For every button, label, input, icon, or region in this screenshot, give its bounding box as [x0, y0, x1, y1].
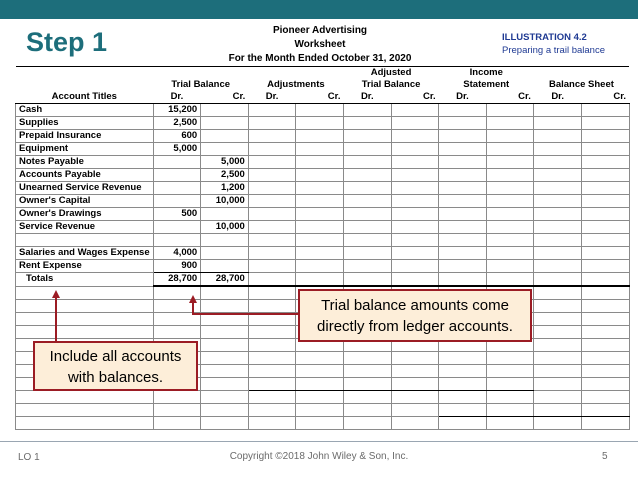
balance-sheet-label: Balance Sheet [548, 79, 614, 90]
dr-header: Dr. [343, 91, 391, 104]
adjustments-label: Adjustments [267, 79, 325, 90]
dr-header: Dr. [248, 91, 296, 104]
cr-header: Cr. [201, 91, 249, 104]
trial-balance-dr-cell: 28,700 [153, 273, 201, 287]
account-title-cell: Supplies [16, 117, 154, 130]
accounts-callout-line: Include all accounts [49, 348, 182, 365]
account-title-cell: Totals [16, 273, 154, 287]
ledger-callout-line: Trial balance amounts come [321, 297, 509, 314]
period-line: For the Month Ended October 31, 2020 [228, 53, 412, 64]
right-callout-connector [189, 295, 298, 314]
illustration-caption: Preparing a trail balance [502, 45, 605, 56]
trial-balance-dr-cell: 5,000 [153, 143, 201, 156]
trial-balance-dr-cell: 500 [153, 208, 201, 221]
account-title-cell: Cash [16, 104, 154, 117]
trial-balance-label: Trial Balance [171, 79, 231, 90]
account-title-cell: Equipment [16, 143, 154, 156]
trial-balance-dr-cell: 15,200 [153, 104, 201, 117]
dr-header: Dr. [439, 91, 487, 104]
adjusted-trial-balance-label: Trial Balance [361, 79, 421, 90]
adjusted-label: Adjusted [343, 67, 438, 80]
trial-balance-cr-cell: 2,500 [201, 169, 249, 182]
income-label: Income [439, 67, 534, 80]
trial-balance-cr-cell: 28,700 [201, 273, 249, 287]
account-title-cell: Unearned Service Revenue [16, 182, 154, 195]
page-number: 5 [602, 451, 608, 462]
document-type: Worksheet [294, 39, 346, 50]
dr-header: Dr. [153, 91, 201, 104]
dr-header: Dr. [534, 91, 582, 104]
accounts-callout-line: with balances. [67, 369, 164, 386]
income-statement-label: Statement [463, 79, 510, 90]
cr-header: Cr. [296, 91, 344, 104]
account-titles-header: Account Titles [16, 91, 154, 104]
ledger-callout-line: directly from ledger accounts. [317, 318, 513, 335]
account-title-cell: Rent Expense [16, 260, 154, 273]
learning-objective: LO 1 [18, 452, 40, 463]
account-title-cell: Notes Payable [16, 156, 154, 169]
account-title-cell: Service Revenue [16, 221, 154, 234]
illustration-number: ILLUSTRATION 4.2 [502, 32, 587, 43]
cr-header: Cr. [581, 91, 629, 104]
left-callout-connector [52, 290, 60, 341]
account-title-cell: Accounts Payable [16, 169, 154, 182]
trial-balance-cr-cell: 10,000 [201, 221, 249, 234]
footer-rule [0, 441, 638, 442]
step-title: Step 1 [26, 27, 108, 57]
cr-header: Cr. [391, 91, 439, 104]
trial-balance-dr-cell: 2,500 [153, 117, 201, 130]
trial-balance-cr-cell: 5,000 [201, 156, 249, 169]
trial-balance-dr-cell: 900 [153, 260, 201, 273]
account-title-cell: Salaries and Wages Expense [16, 247, 154, 260]
copyright-text: Copyright ©2018 John Wiley & Son, Inc. [229, 451, 409, 462]
ledger-callout [298, 289, 532, 342]
account-title-cell: Owner's Drawings [16, 208, 154, 221]
account-title-cell: Prepaid Insurance [16, 130, 154, 143]
company-name: Pioneer Advertising [272, 25, 368, 36]
account-title-cell: Owner's Capital [16, 195, 154, 208]
trial-balance-dr-cell: 4,000 [153, 247, 201, 260]
trial-balance-dr-cell: 600 [153, 130, 201, 143]
accounts-callout [33, 341, 198, 391]
cr-header: Cr. [486, 91, 534, 104]
trial-balance-cr-cell: 1,200 [201, 182, 249, 195]
trial-balance-cr-cell: 10,000 [201, 195, 249, 208]
